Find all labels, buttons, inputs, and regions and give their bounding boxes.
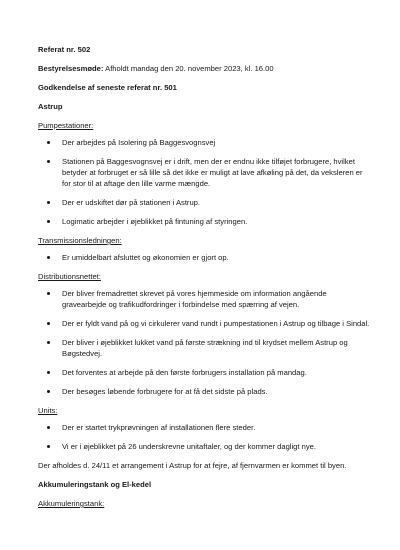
list-item-text: Er umiddelbart afsluttet og økonomien er gjort op. [62, 253, 229, 262]
list-item-text: Det forventes at arbejde på den første forbrugers installation på mandag. [62, 368, 307, 377]
closing-note: Der afholdes d. 24/11 et arrangement i Astrup for at fejre, af fjernvarmen er kommet til byen. [38, 461, 347, 470]
list-item [38, 386, 370, 397]
list-item [38, 288, 370, 310]
bullet-icon [47, 322, 50, 325]
list-item-text: Vi er i øjeblikket på 26 underskrevne unitaftaler, og der kommer dagligt nye. [62, 442, 316, 451]
bullet-icon [47, 371, 50, 374]
section-title-distributionsnettet: Distributionsnettet: [38, 272, 101, 281]
meeting-text: Afholdt mandag den 20. november 2023, kl. 16.00 [103, 64, 274, 73]
list-item [38, 422, 370, 433]
bullet-list-pumpestationer [38, 137, 370, 227]
list-item [38, 252, 370, 263]
list-item-text: Der bliver i øjeblikket lukket vand på første strækning ind til krydset mellem Astrup og Bøgstedvej. [62, 338, 348, 358]
list-item [38, 137, 370, 148]
list-item-text: Der arbejdes på Isolering på Baggesvognsvej [62, 138, 216, 147]
next-subheading: Akkumuleringstank: [38, 499, 105, 508]
location-heading: Astrup [38, 102, 63, 111]
list-item [38, 318, 370, 329]
list-item [38, 337, 370, 359]
list-item [38, 156, 370, 189]
section-title-units: Units: [38, 406, 58, 415]
section-title-transmissionsledningen: Transmissionsledningen: [38, 236, 122, 245]
list-item-text: Der besøges løbende forbrugere for at få det sidste på plads. [62, 387, 268, 396]
referat-number: Referat nr. 502 [38, 45, 91, 54]
bullet-icon [47, 220, 50, 223]
list-item-text: Der er udskiftet dør på stationen i Astrup. [62, 198, 201, 207]
bullet-icon [47, 341, 50, 344]
list-item-text: Der bliver fremadrettet skrevet på vores hjemmeside om information angående gravearbejde og trafikudfordringer i forbindelse med spærring af vejen. [62, 289, 327, 309]
bullet-list-units [38, 422, 370, 452]
list-item-text: Logimatic arbejder i øjeblikket på fintuning af styringen. [62, 217, 248, 226]
list-item [38, 197, 370, 208]
bullet-icon [47, 141, 50, 144]
section-title-pumpestationer: Pumpestationer: [38, 121, 94, 130]
list-item [38, 367, 370, 378]
list-item [38, 216, 370, 227]
list-item [38, 441, 370, 452]
bullet-icon [47, 201, 50, 204]
meeting-line [38, 63, 370, 74]
bullet-list-transmissionsledningen [38, 252, 370, 263]
next-heading: Akkumuleringstank og El-kedel [38, 480, 152, 489]
approval-heading: Godkendelse af seneste referat nr. 501 [38, 83, 177, 92]
document-page [38, 44, 370, 517]
list-item-text: Der er startet trykprøvningen af installationen flere steder. [62, 423, 256, 432]
list-item-text: Der er fyldt vand på og vi cirkulerer vand rundt i pumpestationen i Astrup og tilbage i Sindal. [62, 319, 370, 328]
bullet-icon [47, 445, 50, 448]
meeting-label: Bestyrelsesmøde: [38, 64, 104, 73]
bullet-icon [47, 160, 50, 163]
bullet-icon [47, 390, 50, 393]
bullet-list-distributionsnettet [38, 288, 370, 397]
bullet-icon [47, 426, 50, 429]
list-item-text: Stationen på Baggesvognsvej er i drift, men der er endnu ikke tilføjet forbrugere, hvilket betyder at forbruget er så lille så det ikke er muligt at lave afkøling på det, da veksleren er for stor til at aftage den lille varme mængde. [62, 157, 363, 188]
bullet-icon [47, 292, 50, 295]
bullet-icon [47, 256, 50, 259]
